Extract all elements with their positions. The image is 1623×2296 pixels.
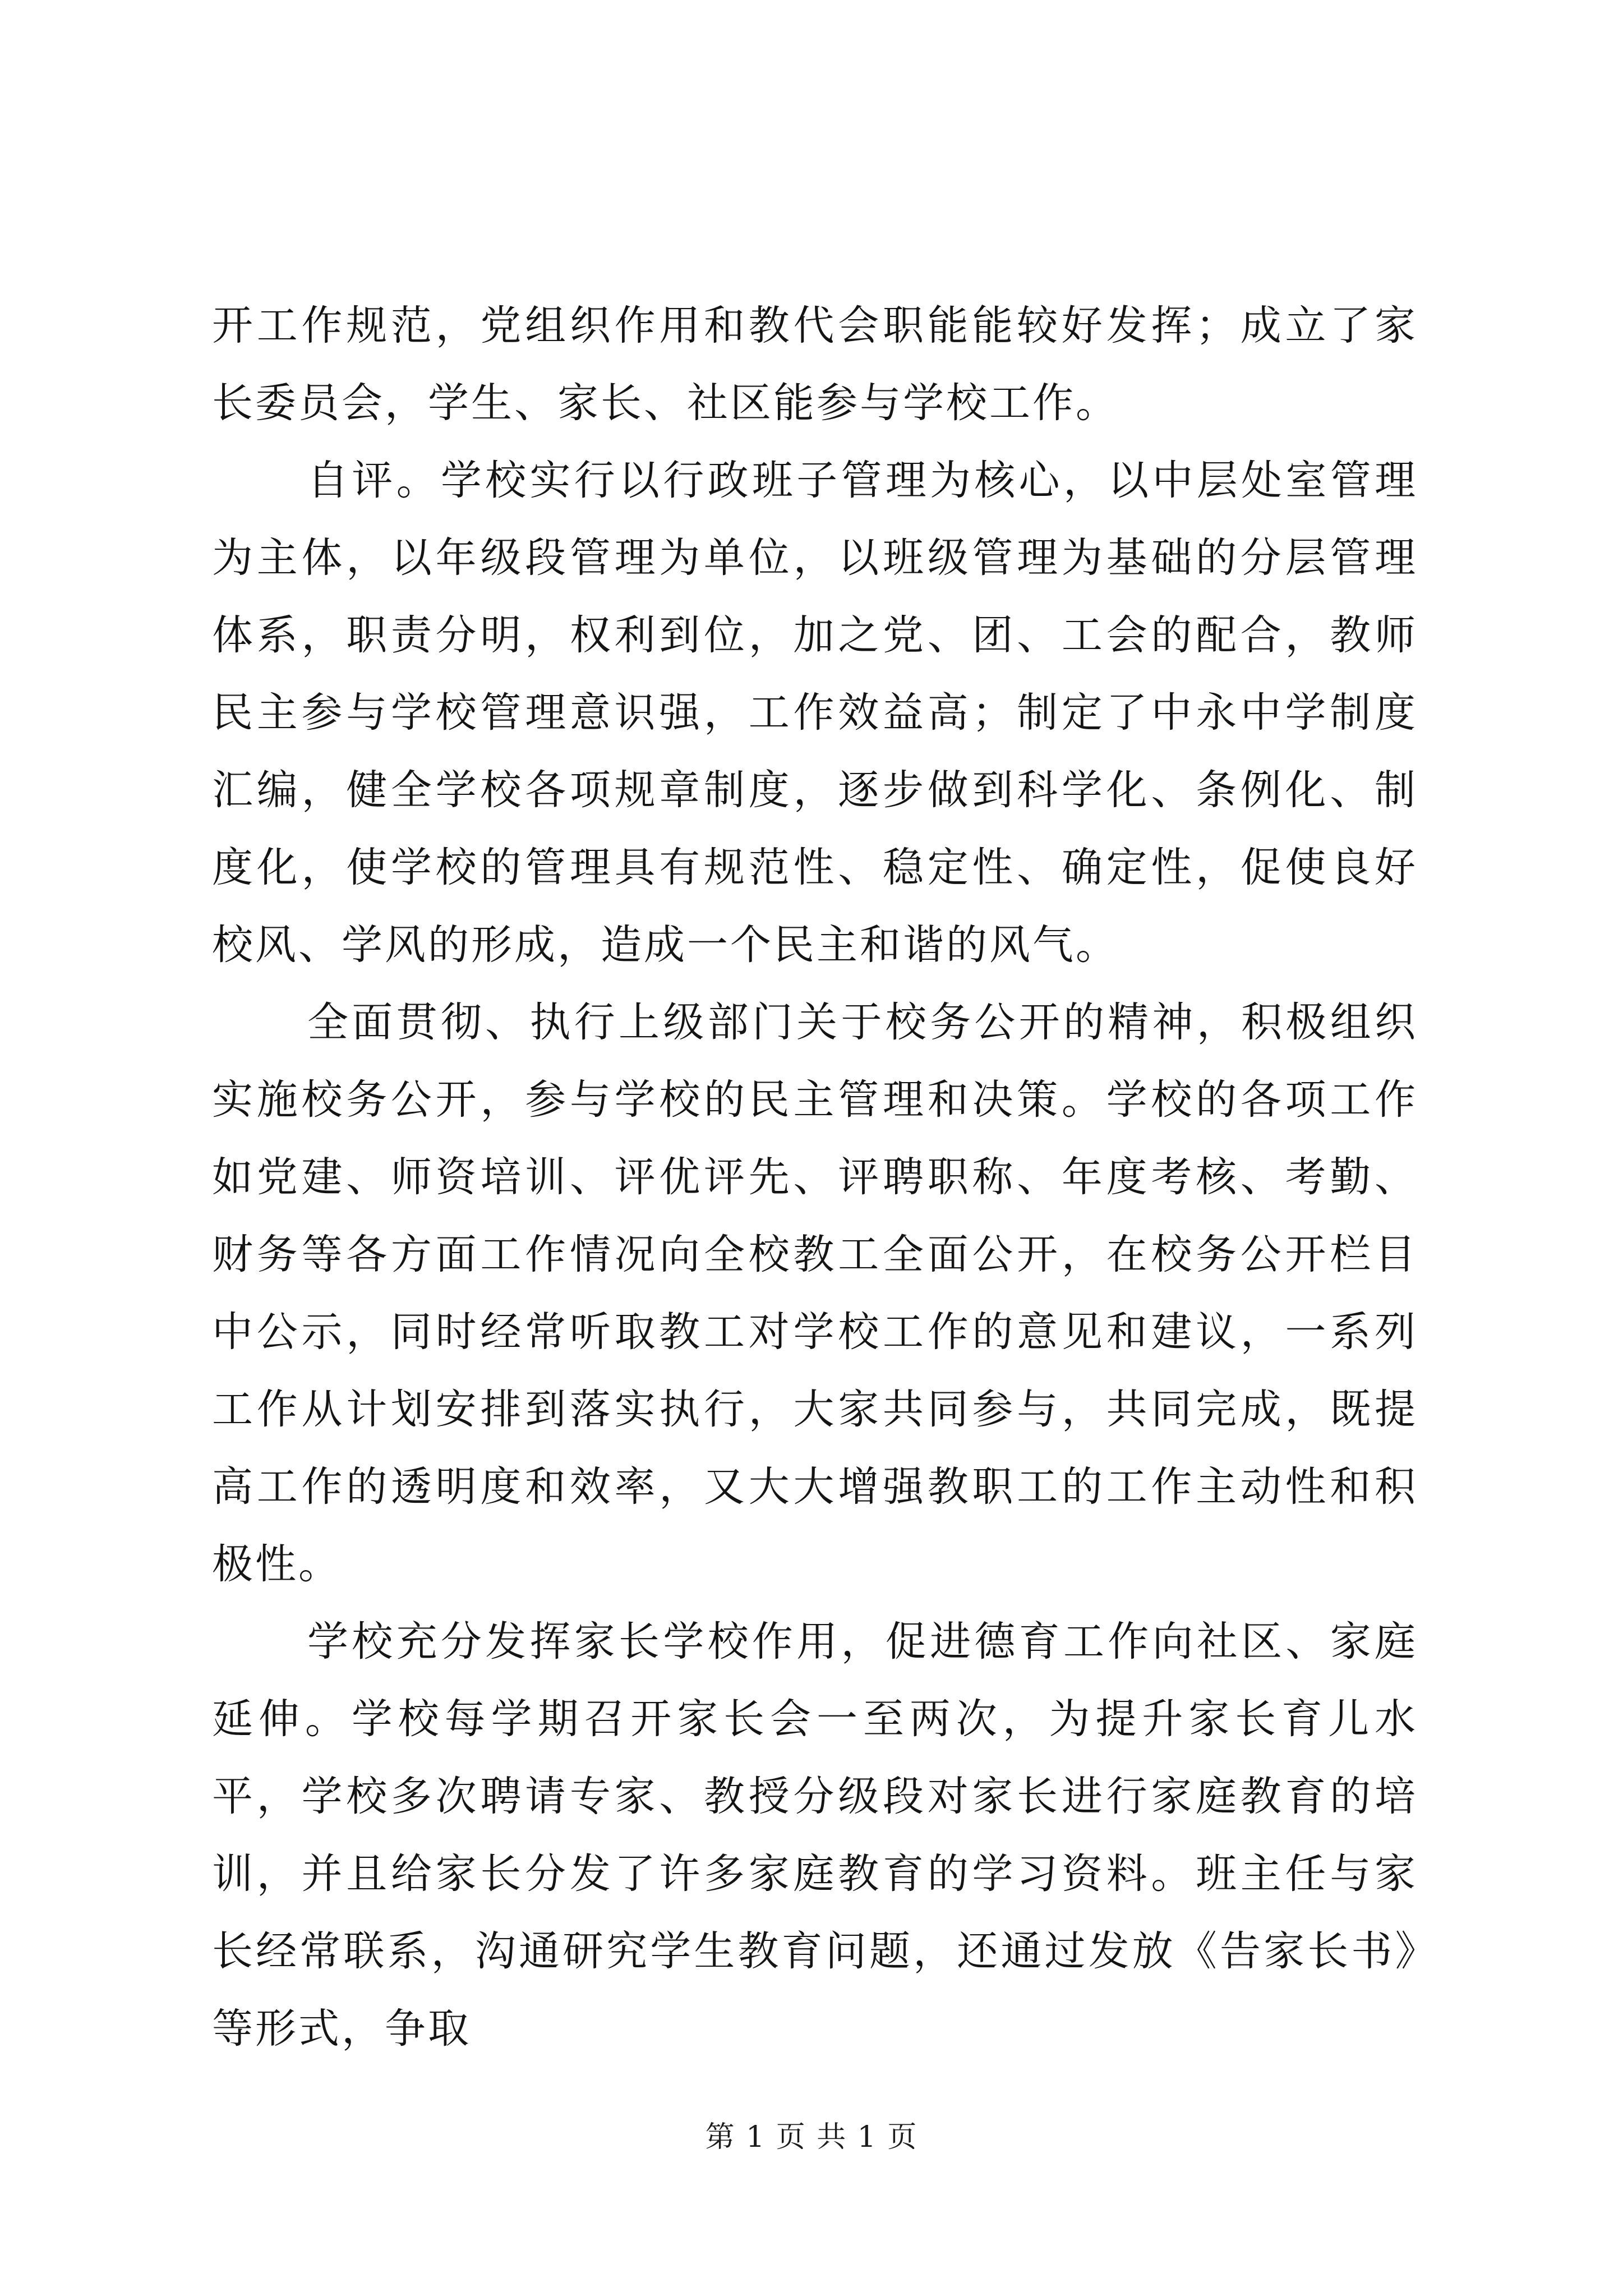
paragraph-parent-school: 学校充分发挥家长学校作用，促进德育工作向社区、家庭延伸。学校每学期召开家长会一至两次，为提升家长育儿水平，学校多次聘请专家、教授分级段对家长进行家庭教育的培训，并且给家长分发了许多家庭教育的学习资料。班主任与家长经常联系，沟通研究学生教育问题，还通过发放《告家长书》等形式，争取 (212, 1618, 1418, 2053)
paragraph-school-affairs-disclosure: 全面贯彻、执行上级部门关于校务公开的精神，积极组织实施校务公开，参与学校的民主管理和决策。学校的各项工作如党建、师资培训、评优评先、评聘职称、年度考核、考勤、财务等各方面工作情况向全校教工全面公开，在校务公开栏目中公示，同时经常听取教工对学校工作的意见和建议，一系列工作从计划安排到落实执行，大家共同参与，共同完成，既提高工作的透明度和效率，又大大增强教职工的工作主动性和积极性。 (212, 999, 1418, 1588)
paragraph-continuation: 开工作规范，党组织作用和教代会职能能较好发挥；成立了家长委员会，学生、家长、社区能参与学校工作。 (212, 302, 1418, 427)
document-body (212, 287, 1418, 2068)
page-footer: 第 1 页 共 1 页 (705, 2120, 918, 2154)
paragraph-self-evaluation: 自评。学校实行以行政班子管理为核心，以中层处室管理为主体，以年级段管理为单位，以班级管理为基础的分层管理体系，职责分明，权利到位，加之党、团、工会的配合，教师民主参与学校管理意识强，工作效益高；制定了中永中学制度汇编，健全学校各项规章制度，逐步做到科学化、条例化、制度化，使学校的管理具有规范性、稳定性、确定性，促使良好校风、学风的形成，造成一个民主和谐的风气。 (212, 457, 1418, 969)
